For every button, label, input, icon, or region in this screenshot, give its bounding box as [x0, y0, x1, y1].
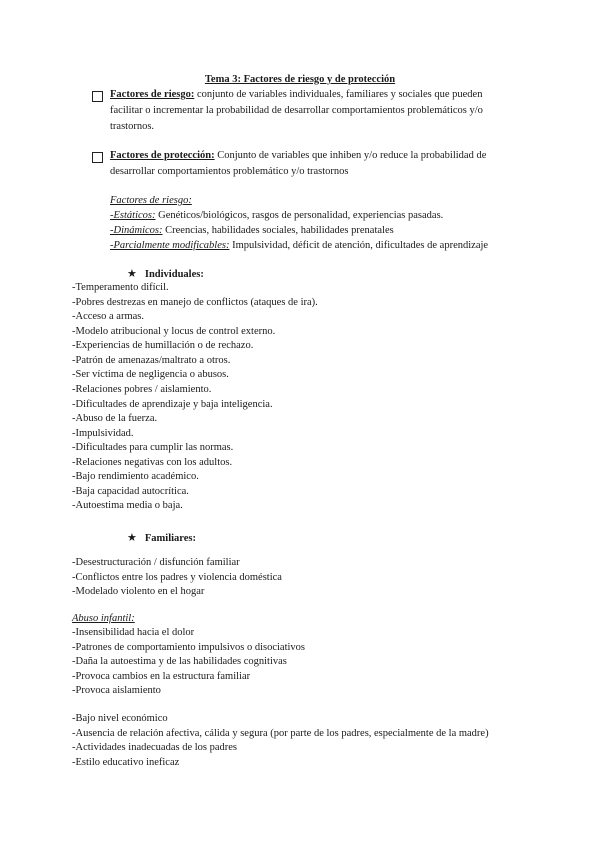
list-item: -Pobres destrezas en manejo de conflictos (ataques de ira).	[72, 297, 318, 308]
list-item: -Patrón de amenazas/maltrato a otros.	[72, 355, 231, 366]
proteccion-text-2: desarrollar comportamientos problemático y/o trastornos	[110, 166, 349, 177]
star-icon: ★	[127, 532, 137, 544]
list-item: -Patrones de comportamiento impulsivos o disociativos	[72, 642, 306, 653]
list-item: -Modelado violento en el hogar	[72, 586, 205, 597]
list-item: -Abuso de la fuerza.	[72, 413, 158, 424]
list-item: -Modelo atribucional y locus de control externo.	[72, 326, 276, 337]
list-item: -Insensibilidad hacia el dolor	[72, 627, 195, 638]
list-item: -Relaciones negativas con los adultos.	[72, 457, 233, 468]
risk-type-label: -Estáticos:	[110, 210, 156, 221]
list-item: -Dificultades para cumplir las normas.	[72, 442, 234, 453]
proteccion-checkbox[interactable]	[92, 152, 103, 163]
proteccion-term: Factores de protección:	[110, 150, 215, 161]
proteccion-text-1: Conjunto de variables que inhiben y/o reduce la probabilidad de	[214, 150, 487, 161]
list-item: -Provoca cambios en la estructura familiar	[72, 671, 251, 682]
star-icon: ★	[127, 268, 137, 280]
list-item: -Acceso a armas.	[72, 311, 145, 322]
list-item: -Autoestima media o baja.	[72, 500, 183, 511]
riesgo-text-2: facilitar o incrementar la probabilidad de desarrollar comportamientos problemáticos y/o	[110, 105, 483, 116]
proteccion-definition-line-1	[110, 149, 486, 163]
list-item: -Ser víctima de negligencia o abusos.	[72, 369, 229, 380]
risk-type-text: Genéticos/biológicos, rasgos de personalidad, experiencias pasadas.	[155, 210, 444, 221]
list-item: -Ausencia de relación afectiva, cálida y segura (por parte de los padres, especialmente de la madre)	[72, 728, 489, 739]
riesgo-definition-line-1	[110, 88, 482, 102]
familiares-heading: Familiares:	[144, 533, 197, 544]
individuales-heading-row	[127, 267, 204, 282]
list-item: -Impulsividad.	[72, 428, 134, 439]
list-item: -Temperamento difícil.	[72, 282, 169, 293]
risk-type-parcialmente	[110, 239, 488, 253]
list-item: -Baja capacidad autocrítica.	[72, 486, 189, 497]
risk-type-text: Creencias, habilidades sociales, habilidades prenatales	[162, 225, 394, 236]
risk-type-dinamicos	[110, 224, 394, 238]
individuales-heading: Individuales:	[144, 269, 204, 280]
riesgo-term: Factores de riesgo:	[110, 89, 195, 100]
list-item: -Actividades inadecuadas de los padres	[72, 742, 238, 753]
list-item: -Experiencias de humillación o de rechazo.	[72, 340, 254, 351]
list-item: -Estilo educativo ineficaz	[72, 757, 180, 768]
familiares-heading-row	[127, 531, 196, 546]
list-item: -Relaciones pobres / aislamiento.	[72, 384, 212, 395]
risk-type-label: -Parcialmente modificables:	[110, 240, 230, 251]
risk-type-label: -Dinámicos:	[110, 225, 163, 236]
list-item: -Dificultades de aprendizaje y baja inteligencia.	[72, 399, 273, 410]
list-item: -Bajo rendimiento académico.	[72, 471, 199, 482]
risk-type-text: Impulsividad, déficit de atención, dificultades de aprendizaje	[229, 240, 489, 251]
list-item: -Provoca aislamiento	[72, 685, 161, 696]
risk-types-heading: Factores de riesgo:	[110, 195, 192, 206]
page-title: Tema 3: Factores de riesgo y de protección	[204, 74, 396, 85]
list-item: -Bajo nivel económico	[72, 713, 168, 724]
abuso-infantil-heading: Abuso infantil:	[72, 613, 135, 624]
riesgo-checkbox[interactable]	[92, 91, 103, 102]
riesgo-text-1: conjunto de variables individuales, familiares y sociales que pueden	[194, 89, 483, 100]
list-item: -Daña la autoestima y de las habilidades cognitivas	[72, 656, 287, 667]
risk-type-estaticos	[110, 209, 443, 223]
riesgo-text-3: trastornos.	[110, 121, 155, 132]
list-item: -Conflictos entre los padres y violencia doméstica	[72, 572, 282, 583]
list-item: -Desestructuración / disfunción familiar	[72, 557, 240, 568]
